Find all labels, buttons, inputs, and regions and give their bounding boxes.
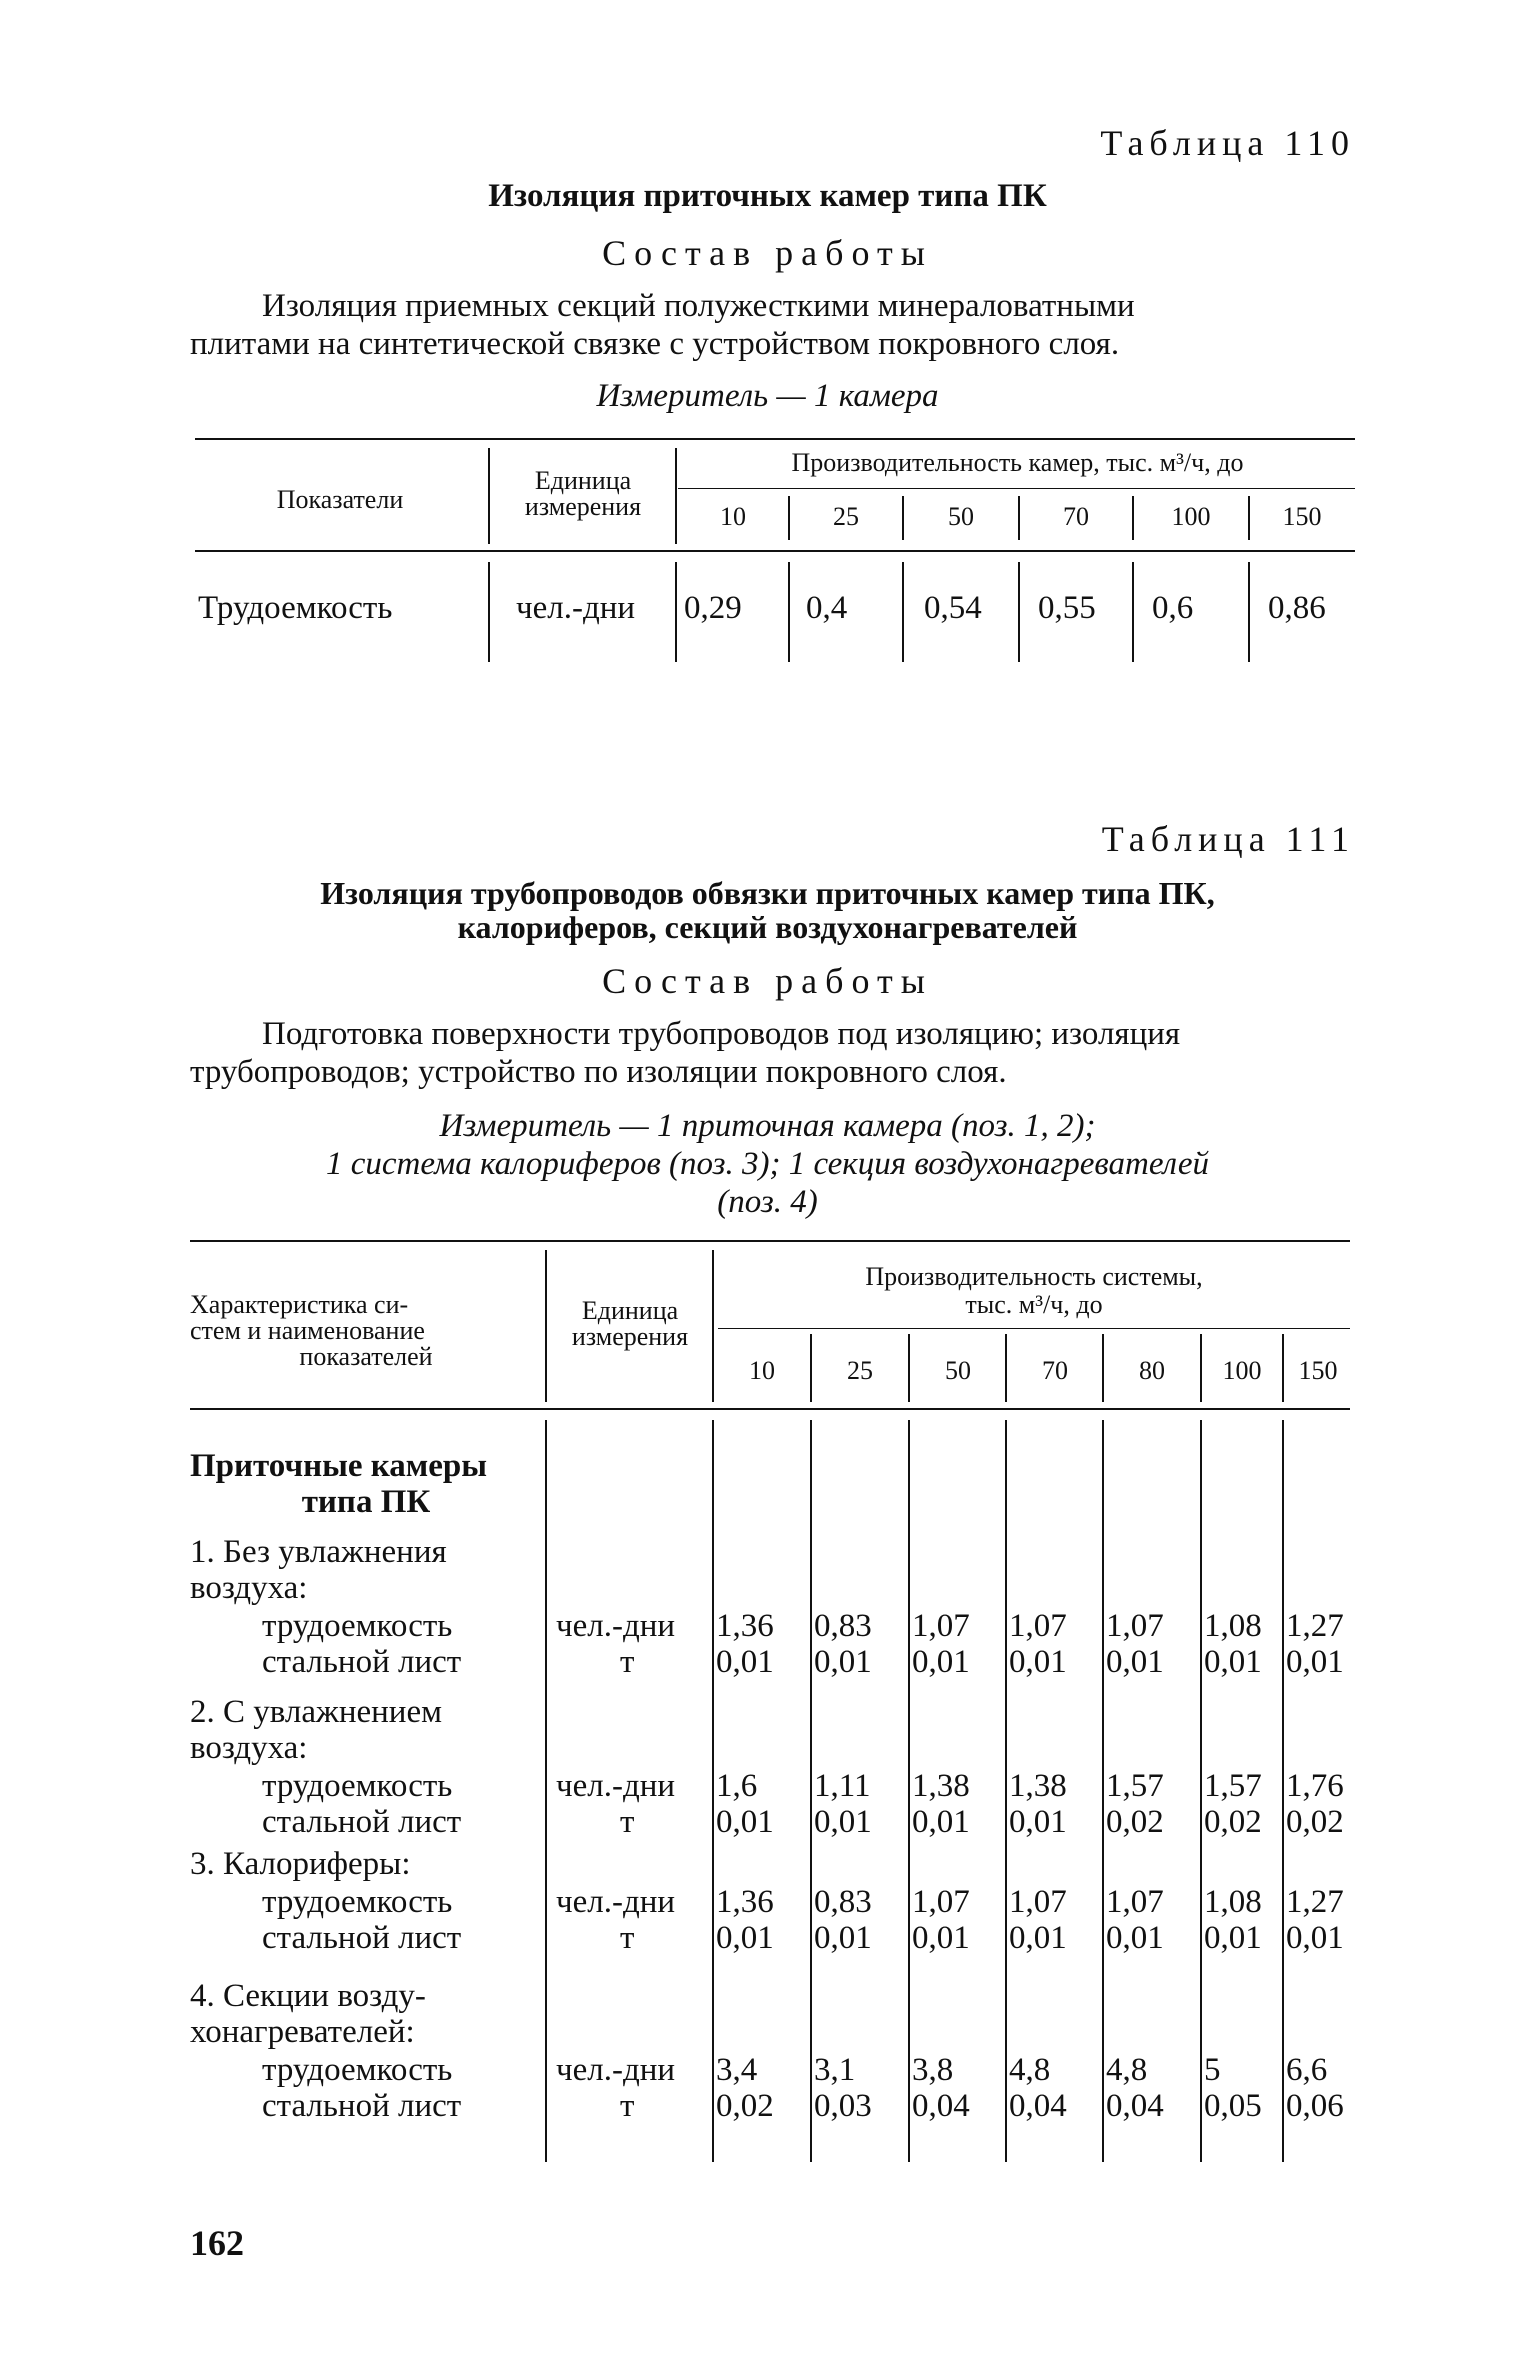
table-cell: 0,06 <box>1286 2088 1344 2124</box>
table-111-section-line1: Приточные камеры <box>190 1448 487 1484</box>
group-title: 3. Калориферы: <box>190 1846 411 1882</box>
table-cell: 0,01 <box>1286 1644 1344 1680</box>
table-111-measure-line1: Измеритель — 1 приточная камера (поз. 1, 2); <box>439 1108 1096 1144</box>
table-110-col: 100 <box>1171 502 1211 531</box>
table-cell: 1,57 <box>1106 1768 1164 1804</box>
table-111-col: 25 <box>847 1356 873 1385</box>
table-cell: 0,04 <box>1009 2088 1067 2124</box>
row-unit: чел.-дни <box>556 1608 676 1644</box>
table-111-col: 10 <box>749 1356 775 1385</box>
table-111-work-line1: Подготовка поверхности трубопроводов под изоляцию; изоляция <box>262 1016 1181 1052</box>
table-cell: 0,83 <box>814 1884 872 1920</box>
table-cell: 1,38 <box>1009 1768 1067 1804</box>
table-110-col: 50 <box>948 502 974 531</box>
table-cell: 0,02 <box>1204 1804 1262 1840</box>
table-110-work-line2: плитами на синтетической связке с устройством покровного слоя. <box>190 326 1120 362</box>
row-label: трудоемкость <box>262 2052 453 2088</box>
row-label: трудоемкость <box>262 1608 453 1644</box>
table-111-head-unit-1: Единица <box>581 1296 679 1325</box>
table-cell: 0,01 <box>912 1644 970 1680</box>
table-cell: 1,11 <box>814 1768 871 1804</box>
table-cell: 0,01 <box>716 1644 774 1680</box>
table-110-value: 0,4 <box>806 590 848 626</box>
table-110-head-indicators: Показатели <box>276 485 404 514</box>
table-110-head-unit-2: измерения <box>524 492 642 521</box>
table-111-col: 100 <box>1222 1356 1262 1385</box>
table-111-head-perf-2: тыс. м³/ч, до <box>965 1290 1103 1319</box>
row-unit: т <box>620 1804 635 1840</box>
table-110-value: 0,86 <box>1268 590 1326 626</box>
table-cell: 1,76 <box>1286 1768 1344 1804</box>
table-110-row-label: Трудоемкость <box>198 590 393 626</box>
table-110-number: Таблица 110 <box>1100 123 1355 163</box>
table-cell: 0,01 <box>912 1804 970 1840</box>
table-cell: 1,57 <box>1204 1768 1262 1804</box>
table-cell: 0,01 <box>1204 1644 1262 1680</box>
table-111-head-char-3: показателей <box>299 1342 433 1371</box>
table-cell: 1,27 <box>1286 1884 1344 1920</box>
group-title: 1. Без увлажнения <box>190 1534 447 1570</box>
row-unit: т <box>620 1920 635 1956</box>
table-110-work-line1: Изоляция приемных секций полужесткими минераловатными <box>262 288 1135 324</box>
table-cell: 0,04 <box>912 2088 970 2124</box>
group-title: хонагревателей: <box>190 2014 415 2050</box>
table-cell: 0,01 <box>716 1920 774 1956</box>
table-110-value: 0,29 <box>684 590 742 626</box>
group-title: 4. Секции возду- <box>190 1978 426 2014</box>
group-title: 2. С увлажнением <box>190 1694 442 1730</box>
table-110-measure: Измеритель — 1 камера <box>596 378 939 414</box>
table-cell: 1,08 <box>1204 1884 1262 1920</box>
table-111-col: 80 <box>1139 1356 1165 1385</box>
row-unit: т <box>620 2088 635 2124</box>
table-cell: 6,6 <box>1286 2052 1328 2088</box>
table-cell: 0,01 <box>1204 1920 1262 1956</box>
table-cell: 1,36 <box>716 1884 774 1920</box>
table-111-head-char-2: стем и наименование <box>190 1316 425 1345</box>
table-111-head-char-1: Характеристика си- <box>190 1290 409 1319</box>
table-cell: 0,01 <box>814 1804 872 1840</box>
table-111-col: 150 <box>1298 1356 1338 1385</box>
table-111-title-line2: калориферов, секций воздухонагревателей <box>457 909 1078 945</box>
table-cell: 0,01 <box>1009 1804 1067 1840</box>
table-111-col: 70 <box>1042 1356 1068 1385</box>
row-label: стальной лист <box>262 1920 462 1956</box>
table-cell: 4,8 <box>1106 2052 1148 2088</box>
table-cell: 0,01 <box>1106 1920 1164 1956</box>
group-title: воздуха: <box>190 1730 308 1766</box>
table-111-number: Таблица 111 <box>1101 819 1355 859</box>
table-cell: 0,83 <box>814 1608 872 1644</box>
table-cell: 3,8 <box>912 2052 954 2088</box>
table-cell: 1,38 <box>912 1768 970 1804</box>
table-110-col: 25 <box>833 502 859 531</box>
table-cell: 0,01 <box>912 1920 970 1956</box>
table-110-title: Изоляция приточных камер типа ПК <box>488 178 1047 214</box>
table-cell: 1,07 <box>1009 1608 1067 1644</box>
table-cell: 3,1 <box>814 2052 856 2088</box>
row-label: стальной лист <box>262 1644 462 1680</box>
table-110-col: 70 <box>1063 502 1089 531</box>
row-label: стальной лист <box>262 1804 462 1840</box>
table-cell: 0,02 <box>1106 1804 1164 1840</box>
table-110-row-unit: чел.-дни <box>516 590 636 626</box>
table-cell: 1,27 <box>1286 1608 1344 1644</box>
table-cell: 1,36 <box>716 1608 774 1644</box>
table-110-head-perf: Производительность камер, тыс. м³/ч, до <box>791 448 1244 477</box>
group-title: воздуха: <box>190 1570 308 1606</box>
table-110-col: 10 <box>720 502 746 531</box>
table-111-measure-line3: (поз. 4) <box>717 1184 818 1220</box>
row-unit: чел.-дни <box>556 2052 676 2088</box>
table-cell: 5 <box>1204 2052 1221 2088</box>
table-cell: 0,01 <box>814 1920 872 1956</box>
table-cell: 0,03 <box>814 2088 872 2124</box>
row-label: стальной лист <box>262 2088 462 2124</box>
table-cell: 0,01 <box>1286 1920 1344 1956</box>
page-number: 162 <box>190 2223 244 2263</box>
row-label: трудоемкость <box>262 1884 453 1920</box>
table-cell: 0,01 <box>814 1644 872 1680</box>
table-110-work-heading: Состав работы <box>602 233 933 273</box>
table-cell: 0,01 <box>1009 1644 1067 1680</box>
table-111-work-line2: трубопроводов; устройство по изоляции покровного слоя. <box>190 1054 1007 1090</box>
table-cell: 1,07 <box>1106 1884 1164 1920</box>
table-cell: 3,4 <box>716 2052 758 2088</box>
table-110-value: 0,54 <box>924 590 982 626</box>
table-cell: 1,07 <box>1009 1884 1067 1920</box>
row-unit: чел.-дни <box>556 1884 676 1920</box>
table-111-col: 50 <box>945 1356 971 1385</box>
table-cell: 1,07 <box>1106 1608 1164 1644</box>
table-110-head-unit-1: Единица <box>534 466 632 495</box>
table-cell: 1,08 <box>1204 1608 1262 1644</box>
table-cell: 0,01 <box>1009 1920 1067 1956</box>
table-111-head-perf-1: Производительность системы, <box>865 1262 1203 1291</box>
row-unit: т <box>620 1644 635 1680</box>
table-cell: 1,07 <box>912 1608 970 1644</box>
table-cell: 0,02 <box>716 2088 774 2124</box>
table-111-section-line2: типа ПК <box>301 1484 431 1520</box>
row-label: трудоемкость <box>262 1768 453 1804</box>
table-cell: 0,02 <box>1286 1804 1344 1840</box>
table-cell: 4,8 <box>1009 2052 1051 2088</box>
table-cell: 0,04 <box>1106 2088 1164 2124</box>
table-111-head-unit-2: измерения <box>571 1322 689 1351</box>
table-110-col: 150 <box>1282 502 1322 531</box>
table-cell: 0,05 <box>1204 2088 1262 2124</box>
table-111-measure-line2: 1 система калориферов (поз. 3); 1 секция воздухонагревателей <box>325 1146 1210 1182</box>
table-cell: 1,6 <box>716 1768 758 1804</box>
table-cell: 1,07 <box>912 1884 970 1920</box>
table-111-work-heading: Состав работы <box>602 961 933 1001</box>
table-110-value: 0,55 <box>1038 590 1096 626</box>
table-cell: 0,01 <box>1106 1644 1164 1680</box>
table-110-value: 0,6 <box>1152 590 1194 626</box>
table-111-title-line1: Изоляция трубопроводов обвязки приточных камер типа ПК, <box>320 875 1215 911</box>
row-unit: чел.-дни <box>556 1768 676 1804</box>
table-cell: 0,01 <box>716 1804 774 1840</box>
